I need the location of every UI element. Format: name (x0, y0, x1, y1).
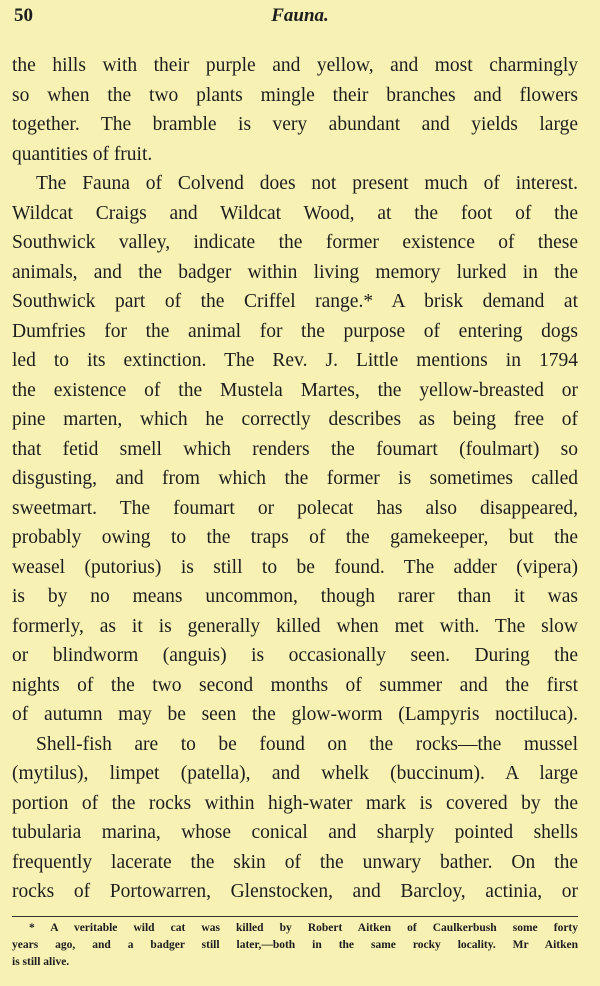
text-line: probably owing to the traps of the gamekeeper, but the (12, 527, 578, 548)
text-line: pine marten, which he correctly describes as being free of (12, 409, 578, 430)
text-line: Southwick valley, indicate the former existence of these (12, 232, 578, 253)
text-line: or blindworm (anguis) is occasionally seen. During the (12, 645, 578, 666)
footnote-line: * A veritable wild cat was killed by Robert Aitken of Caulkerbush some forty (29, 922, 578, 934)
text-line: frequently lacerate the skin of the unwary bather. On the (12, 851, 578, 873)
text-line: the existence of the Mustela Martes, the yellow-breasted or (12, 379, 578, 401)
text-line: of autumn may be seen the glow-worm (Lampyris noctiluca). (12, 704, 578, 725)
text-line: weasel (putorius) is still to be found. The adder (vipera) (12, 556, 578, 578)
paragraph-start-line: The Fauna of Colvend does not present much of interest. (36, 173, 578, 194)
text-line: Wildcat Craigs and Wildcat Wood, at the foot of the (12, 202, 578, 224)
text-line: nights of the two second months of summer and the first (12, 674, 578, 696)
text-line: formerly, as it is generally killed when met with. The slow (12, 615, 578, 637)
text-line: tubularia marina, whose conical and sharply pointed shells (12, 822, 578, 843)
text-line: animals, and the badger within living memory lurked in the (12, 261, 578, 283)
text-line: quantities of fruit. (12, 143, 153, 165)
footnote-line: years ago, and a badger still later,—both in the same rocky locality. Mr Aitken (12, 939, 578, 951)
running-title: Fauna. (271, 5, 329, 26)
text-line: disgusting, and from which the former is sometimes called (12, 468, 578, 489)
page-number: 50 (14, 5, 33, 26)
body-text (12, 51, 578, 907)
text-line: sweetmart. The foumart or polecat has also disappeared, (12, 497, 578, 519)
paragraph-start-line: Shell-fish are to be found on the rocks—the mussel (36, 733, 578, 755)
footnote (12, 920, 578, 971)
footnote-divider (12, 916, 578, 917)
text-line: the hills with their purple and yellow, and most charmingly (12, 55, 578, 76)
text-line: that fetid smell which renders the foumart (foulmart) so (12, 438, 578, 460)
text-line: together. The bramble is very abundant and yields large (12, 114, 578, 135)
text-line: so when the two plants mingle their branches and flowers (12, 84, 578, 106)
text-line: Dumfries for the animal for the purpose of entering dogs (12, 320, 578, 342)
page-header (12, 5, 588, 31)
text-line: led to its extinction. The Rev. J. Little mentions in 1794 (12, 350, 578, 371)
text-line: (mytilus), limpet (patella), and whelk (buccinum). A large (12, 763, 578, 784)
footnote-line: is still alive. (12, 956, 70, 968)
text-line: is by no means uncommon, though rarer than it was (12, 586, 578, 607)
text-line: Southwick part of the Criffel range.* A brisk demand at (12, 291, 578, 312)
text-line: portion of the rocks within high-water mark is covered by the (12, 792, 578, 814)
text-line: rocks of Portowarren, Glenstocken, and Barcloy, actinia, or (12, 881, 578, 902)
